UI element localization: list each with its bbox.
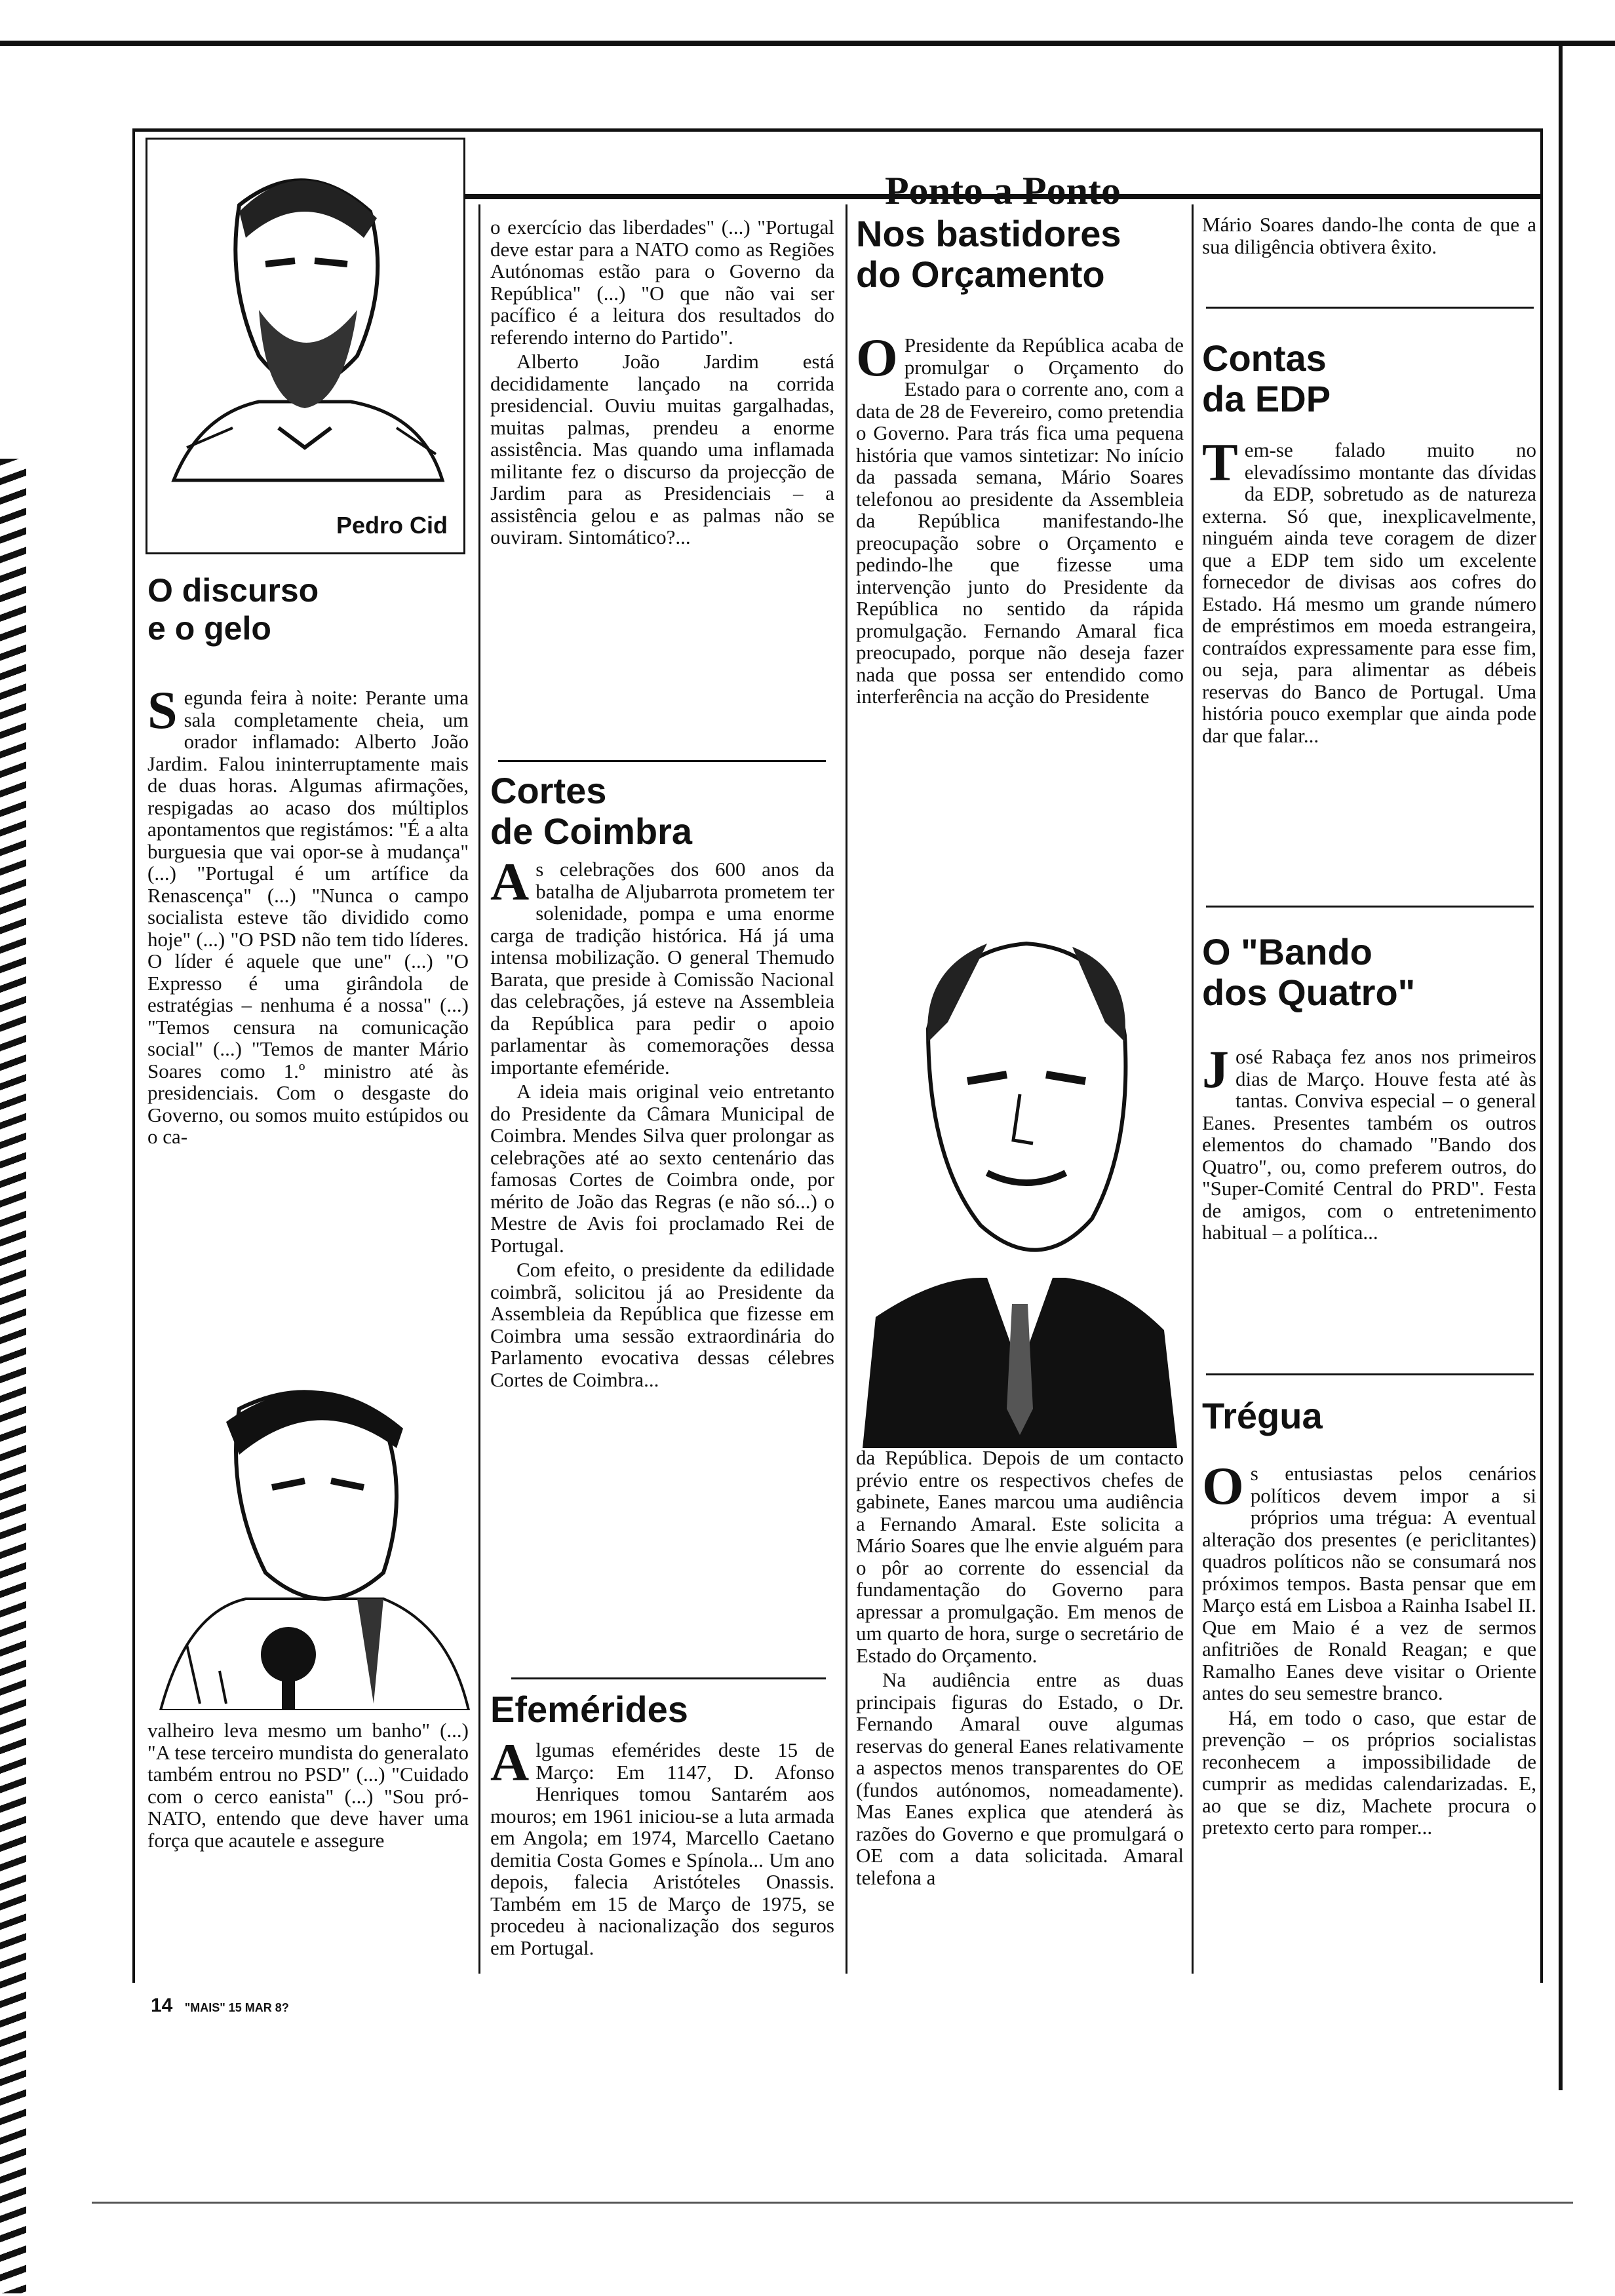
headline-tregua: Trégua [1202, 1395, 1323, 1436]
bando-paragraph-1: José Rabaça fez anos nos primeiros dias de Março. Houve festa até às tantas. Conviva especial – o general Eanes. Presentes também os outros elementos do chamado "Bando dos Quatro", ou, como preferem outros, do "Super-Comité Central do PRD". Festa de amigos, com o entretenimento habitual – a política... [1202, 1039, 1536, 1244]
right-border-line [1559, 46, 1563, 2090]
column-rule-1 [478, 204, 480, 1974]
headline-cortes: Cortes de Coimbra [490, 770, 693, 852]
photo-alberto-joao-jardim [147, 1363, 475, 1710]
left-scan-edge [0, 459, 26, 2293]
box-left-rule [132, 128, 135, 1983]
author-portrait-image [147, 140, 463, 507]
article-bando [1202, 932, 1536, 1246]
page-number: 14 [151, 1995, 173, 2016]
headline-bando: O "Bando dos Quatro" [1202, 931, 1416, 1013]
page-footer [151, 1995, 289, 2017]
column-1-continued [147, 1719, 469, 1854]
column-rule-3 [1192, 204, 1194, 1974]
article-edp [1202, 338, 1536, 749]
portrait-pedro-cid [146, 138, 465, 554]
separator-bando [1206, 906, 1534, 908]
article-cortes [490, 771, 834, 1393]
tregua-paragraph-2: Há, em todo o caso, que estar de prevenção – os próprios socialistas reconhecem a impossibilidade de cumprir as medidas calendarizadas. E, ao que se diz, Machete procura o pretexto certo para romper... [1202, 1706, 1536, 1839]
column-3-continued [856, 1447, 1184, 1891]
article-bastidores [856, 214, 1184, 710]
tregua-paragraph-1: Os entusiastas pelos cenários políticos devem impor a si próprios uma trégua: A eventual alteração dos presentes (e periclitantes) quadros políticos não se consumará nos próximos tempos. Basta pensar que em Março está em Lisboa a Rainha Isabel II. Que em Maio é a vez de sermos anfitriões de Ronald Reagan; e que Ramalho Eanes deve visitar o Oriente antes do seu semestre branco. [1202, 1456, 1536, 1704]
separator-efemerides [511, 1677, 826, 1679]
article-tregua [1202, 1396, 1536, 1841]
separator-cortes [498, 760, 826, 762]
photo-fernando-amaral [856, 911, 1184, 1448]
headline-bastidores: Nos bastidores do Orçamento [856, 213, 1121, 295]
discurso-paragraph-2: valheiro leva mesmo um banho" (...) "A tese terceiro mundista do generalato também entrou no PSD" (...) "Cuidado com o cerco eanista" (...) "Sou pró-NATO, entendo que deve haver uma força que acautele e assegure [147, 1719, 469, 1852]
bastidores-paragraph-1: O Presidente da República acaba de promulgar o Orçamento do Estado para o corrente ano, com a data de 28 de Fevereiro, como pretendia o Governo. Para trás fica uma pequena história que vamos sintetizar: No início da passada semana, Mário Soares telefonou ao presidente da Assembleia da República manifestando-lhe preocupação sobre o Orçamento e pedindo-lhe que fizesse uma intervenção junto do Presidente da República no sentido da rápida promulgação. Fernando Amaral fica preocupado, porque não deseja fazer nada que possa ser entendido como interferência na acção do Presidente [856, 328, 1184, 708]
headline-efemerides: Efemérides [490, 1689, 688, 1730]
box-top-rule [132, 128, 1543, 132]
headline-discurso: O discurso e o gelo [147, 572, 319, 647]
publication-date: "MAIS" 15 MAR 8? [184, 2001, 289, 2014]
separator-edp [1206, 307, 1534, 309]
edp-paragraph-1: Tem-se falado muito no elevadíssimo montante das dívidas da EDP, sobretudo as de natureza externa. Só que, inexplicavelmente, ninguém ainda teve coragem de dizer que a EDP tem sido um excelente fornecedor de divisas aos cofres do Estado. Há mesmo um grande número de empréstimos em moeda estrangeira, contraídos expressamente para esse fim, ou seja, para alimentar as débeis reservas do Banco de Portugal. Uma história pouco exemplar que ainda pode dar que falar... [1202, 432, 1536, 747]
separator-tregua [1206, 1373, 1534, 1375]
cortes-paragraph-2: A ideia mais original veio entretanto do Presidente da Câmara Municipal de Coimbra. Mendes Silva quer prolongar as celebrações até ao sexto centenário das famosas Cortes de Coimbra onde, por mérito de João das Regras (e não só...) o Mestre de Avis foi proclamado Rei de Portugal. [490, 1080, 834, 1257]
column-1 [147, 571, 469, 1151]
discurso-paragraph-1: Segunda feira à noite: Perante uma sala completamente cheia, um orador inflamado: Alberto João Jardim. Falou ininterruptamente mais de duas horas. Algumas afirmações, respigadas ao acaso dos múltiplos apontamentos que registámos: "É a alta burguesia que vai opor-se à mudança" (...) "Portugal é um artífice da Renascença" (...) "Nunca o campo socialista esteve tão dividido como hoje" (...) "O PSD não tem tido líderes. O líder é aquele que une" (...) "O Expresso é uma girândola de estratégias – nenhuma é a nossa" (...) "Temos censura na comunicação social" (...) "Temos de manter Mário Soares como 1.º ministro até às presidenciais. Com o desgaste do Governo, ou somos muito estúpidos ou o ca- [147, 680, 469, 1148]
top-border-line [0, 41, 1615, 46]
article-efemerides [490, 1689, 834, 1961]
bastidores-paragraph-4: Mário Soares dando-lhe conta de que a sua diligência obtivera êxito. [1202, 213, 1536, 258]
box-right-rule [1540, 128, 1543, 1983]
section-banner: Ponto a Ponto [885, 169, 1121, 213]
bastidores-paragraph-2: da República. Depois de um contacto prévio entre os respectivos chefes de gabinete, Eanes marcou uma audiência a Fernando Amaral. Este solicita a Mário Soares que lhe envie alguém para o pôr ao corrente do essencial da fundamentação do Governo para apressar a promulgação. Em menos de um quarto de hora, surge o secretário de Estado do Orçamento. [856, 1446, 1184, 1667]
discurso-paragraph-3: o exercício das liberdades" (...) "Portugal deve estar para a NATO como as Regiões Autónomas estão para o Governo da República" (...) "O que não vai ser pacífico é a leitura dos resultados do referendo interno do Partido". [490, 216, 834, 349]
efemerides-paragraph-1: Algumas efemérides deste 15 de Março: Em 1147, D. Afonso Henriques tomou Santarém aos mouros; em 1961 iniciou-se a luta armada em Angola; em 1974, Marcello Caetano demitia Costa Gomes e Spínola... Um ano depois, falecia Aristóteles Onassis. Também em 15 de Março de 1975, se procedeu à nacionalização dos seguros em Portugal. [490, 1732, 834, 1959]
column-2 [490, 216, 834, 551]
author-byline: Pedro Cid [336, 512, 448, 539]
bottom-scan-line [92, 2202, 1573, 2204]
column-rule-2 [846, 204, 847, 1974]
cortes-paragraph-3: Com efeito, o presidente da edilidade coimbrã, solicitou já ao Presidente da Assembleia da República que fizesse em Coimbra uma sessão extraordinária do Parlamento evocativa dessas célebres Cortes de Coimbra... [490, 1258, 834, 1391]
discurso-paragraph-4: Alberto João Jardim está decididamente lançado na corrida presidencial. Ouviu muitas gargalhadas, muitas palmas, prendeu a enorme assistência. Mas quando uma inflamada militante fez o discurso da projecção de Jardim para as Presidenciais – a assistência gelou e as palmas não se ouviram. Sintomático?... [490, 350, 834, 548]
headline-edp: Contas da EDP [1202, 337, 1331, 419]
column-4 [1202, 214, 1536, 260]
bastidores-paragraph-3: Na audiência entre as duas principais figuras do Estado, o Dr. Fernando Amaral ouve algumas reservas do general Eanes relativamente a aspectos menos transparentes do OE (fundos autónomos, nomeadamente). Mas Eanes explica que atenderá às razões do Governo e que promulgará o OE com a data solicitada. Amaral telefona a [856, 1668, 1184, 1889]
cortes-paragraph-1: As celebrações dos 600 anos da batalha de Aljubarrota prometem ter solenidade, pompa e uma enorme carga de tradição histórica. Há já uma intensa mobilização. O general Themudo Barata, que preside à Comissão Nacional das celebrações, já esteve na Assembleia da República para pedir o apoio parlamentar às comemorações dessa importante efeméride. [490, 852, 834, 1079]
